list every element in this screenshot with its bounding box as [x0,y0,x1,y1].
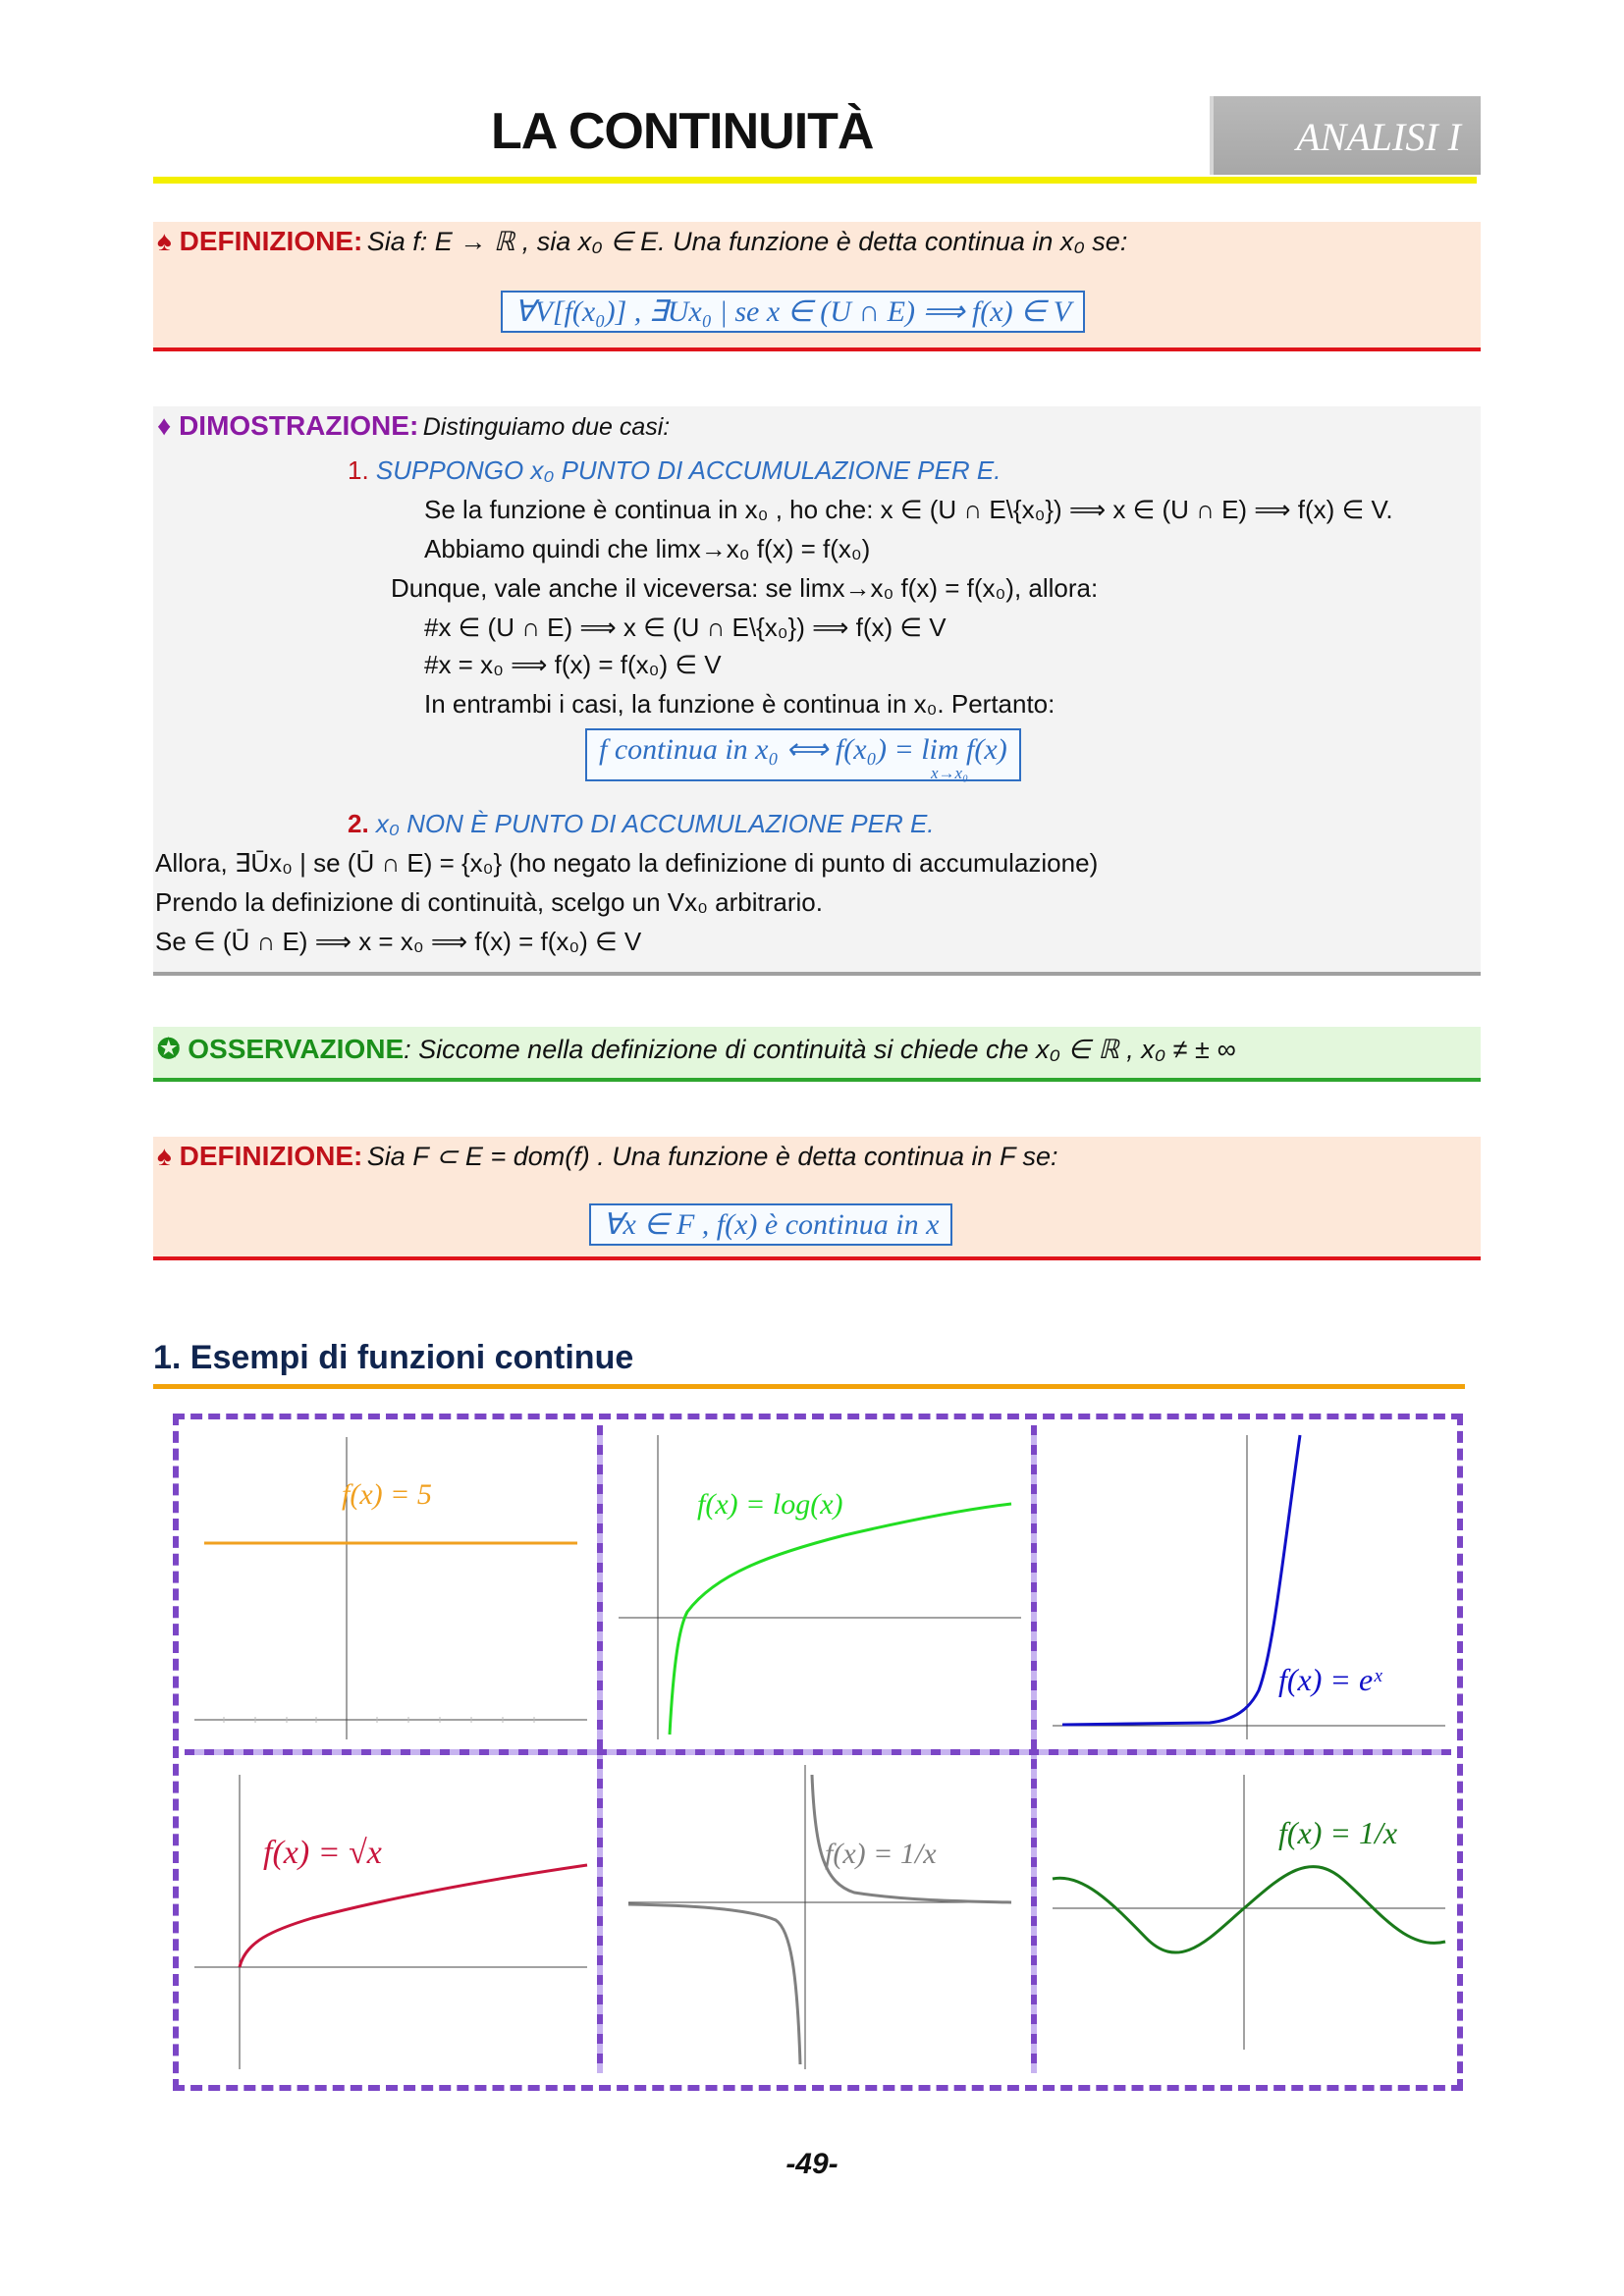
header-tab-label: ANALISI I [1296,115,1461,159]
proof-formula-text: f continua in x₀ ⟺ f(x₀) = lim f(x) [599,733,1007,766]
definition-box-2 [153,1137,1481,1260]
observation-box [153,1027,1481,1082]
graph-sqrt [185,1755,597,2073]
graph-log-svg [609,1425,1031,1749]
graph-sqrt-svg [185,1755,597,2073]
proof-line-5: #x = x₀ ⟹ f(x) = f(x₀) ∈ V [424,650,722,679]
proof-label: ♦ DIMOSTRAZIONE: [157,410,419,441]
case2-title: x₀ NON È PUNTO DI ACCUMULAZIONE PER E. [375,809,935,838]
definition2-formula: ∀x ∈ F , f(x) è continua in x [589,1203,952,1246]
proof-formula [585,728,1021,781]
case1-title: SUPPONGO x₀ PUNTO DI ACCUMULAZIONE PER E. [375,455,1001,485]
definition-formula: ∀V[f(x₀)] , ∃Ux₀ | se x ∈ (U ∩ E) ⟹ f(x) ∈ V [501,291,1085,333]
graph-sine-svg [1043,1755,1451,2073]
proof-line-7: Allora, ∃Ūx₀ | se (Ū ∩ E) = {x₀} (ho negato la definizione di punto di accumulazione) [155,848,1099,878]
definition2-text: Sia F ⊂ E = dom(f) . Una funzione è detta continua in F se: [366,1142,1058,1171]
graph-sine [1043,1755,1451,2073]
definition-box-1 [153,222,1481,351]
proof-box [153,406,1481,976]
header-tab [1210,96,1481,175]
proof-intro: Distinguiamo due casi: [422,413,671,441]
graph-sine-curve [1053,1867,1445,1952]
case1-number: 1. [348,455,369,485]
header-rule [153,177,1477,184]
observation-text: : Siccome nella definizione di continuità si chiede che x₀ ∈ ℝ , x₀ ≠ ± ∞ [404,1035,1236,1064]
case2-number: 2. [348,809,369,838]
section-title: 1. Esempi di funzioni continue [153,1339,634,1376]
proof-line-4: #x ∈ (U ∩ E) ⟹ x ∈ (U ∩ E\{x₀}) ⟹ f(x) ∈ V [424,613,947,642]
definition2-label: ♠ DEFINIZIONE: [157,1141,363,1171]
proof-line-1: Se la funzione è continua in x₀ , ho che: x ∈ (U ∩ E\{x₀}) ⟹ x ∈ (U ∩ E) ⟹ f(x) ∈ V. [424,495,1393,524]
graph-constant-svg [185,1425,597,1749]
graph-exp-curve [1062,1435,1300,1725]
definition-label: ♠ DEFINIZIONE: [157,226,363,256]
graph-reciprocal-label: f(x) = 1/x [825,1838,937,1870]
graph-reciprocal [609,1755,1031,2073]
proof-line-6: In entrambi i casi, la funzione è continua in x₀. Pertanto: [424,689,1056,719]
page-number: -49- [785,2148,839,2180]
proof-line-8: Prendo la definizione di continuità, scelgo un Vx₀ arbitrario. [155,887,823,917]
graph-sqrt-curve [240,1865,587,1967]
graph-sqrt-label: f(x) = √x [263,1835,382,1871]
graph-log [609,1425,1031,1749]
page-title: LA CONTINUITÀ [491,103,874,160]
graph-exp-svg [1043,1425,1451,1749]
graph-constant-label: f(x) = 5 [342,1478,432,1511]
graph-reciprocal-curve-neg [628,1904,800,2064]
graph-exp-label: f(x) = eˣ [1278,1662,1382,1697]
proof-line-3: Dunque, vale anche il viceversa: se limx→x₀ f(x) = f(x₀), allora: [391,573,1099,603]
proof-line-2: Abbiamo quindi che limx→x₀ f(x) = f(x₀) [424,534,871,563]
graph-exp [1043,1425,1451,1749]
graph-sine-label: f(x) = 1/x [1278,1815,1398,1850]
proof-formula-subscript: x→x₀ [931,764,969,782]
observation-label: ✪ OSSERVAZIONE [157,1034,405,1064]
graph-log-curve [670,1504,1011,1735]
graph-reciprocal-svg [609,1755,1031,2073]
graph-grid [173,1414,1463,2091]
proof-line-9: Se ∈ (Ū ∩ E) ⟹ x = x₀ ⟹ f(x) = f(x₀) ∈ V [155,927,642,956]
graph-log-label: f(x) = log(x) [697,1488,843,1521]
graph-constant [185,1425,597,1749]
definition-text: Sia f: E → ℝ , sia x₀ ∈ E. Una funzione è detta continua in x₀ se: [366,227,1128,256]
section-rule [153,1384,1465,1389]
